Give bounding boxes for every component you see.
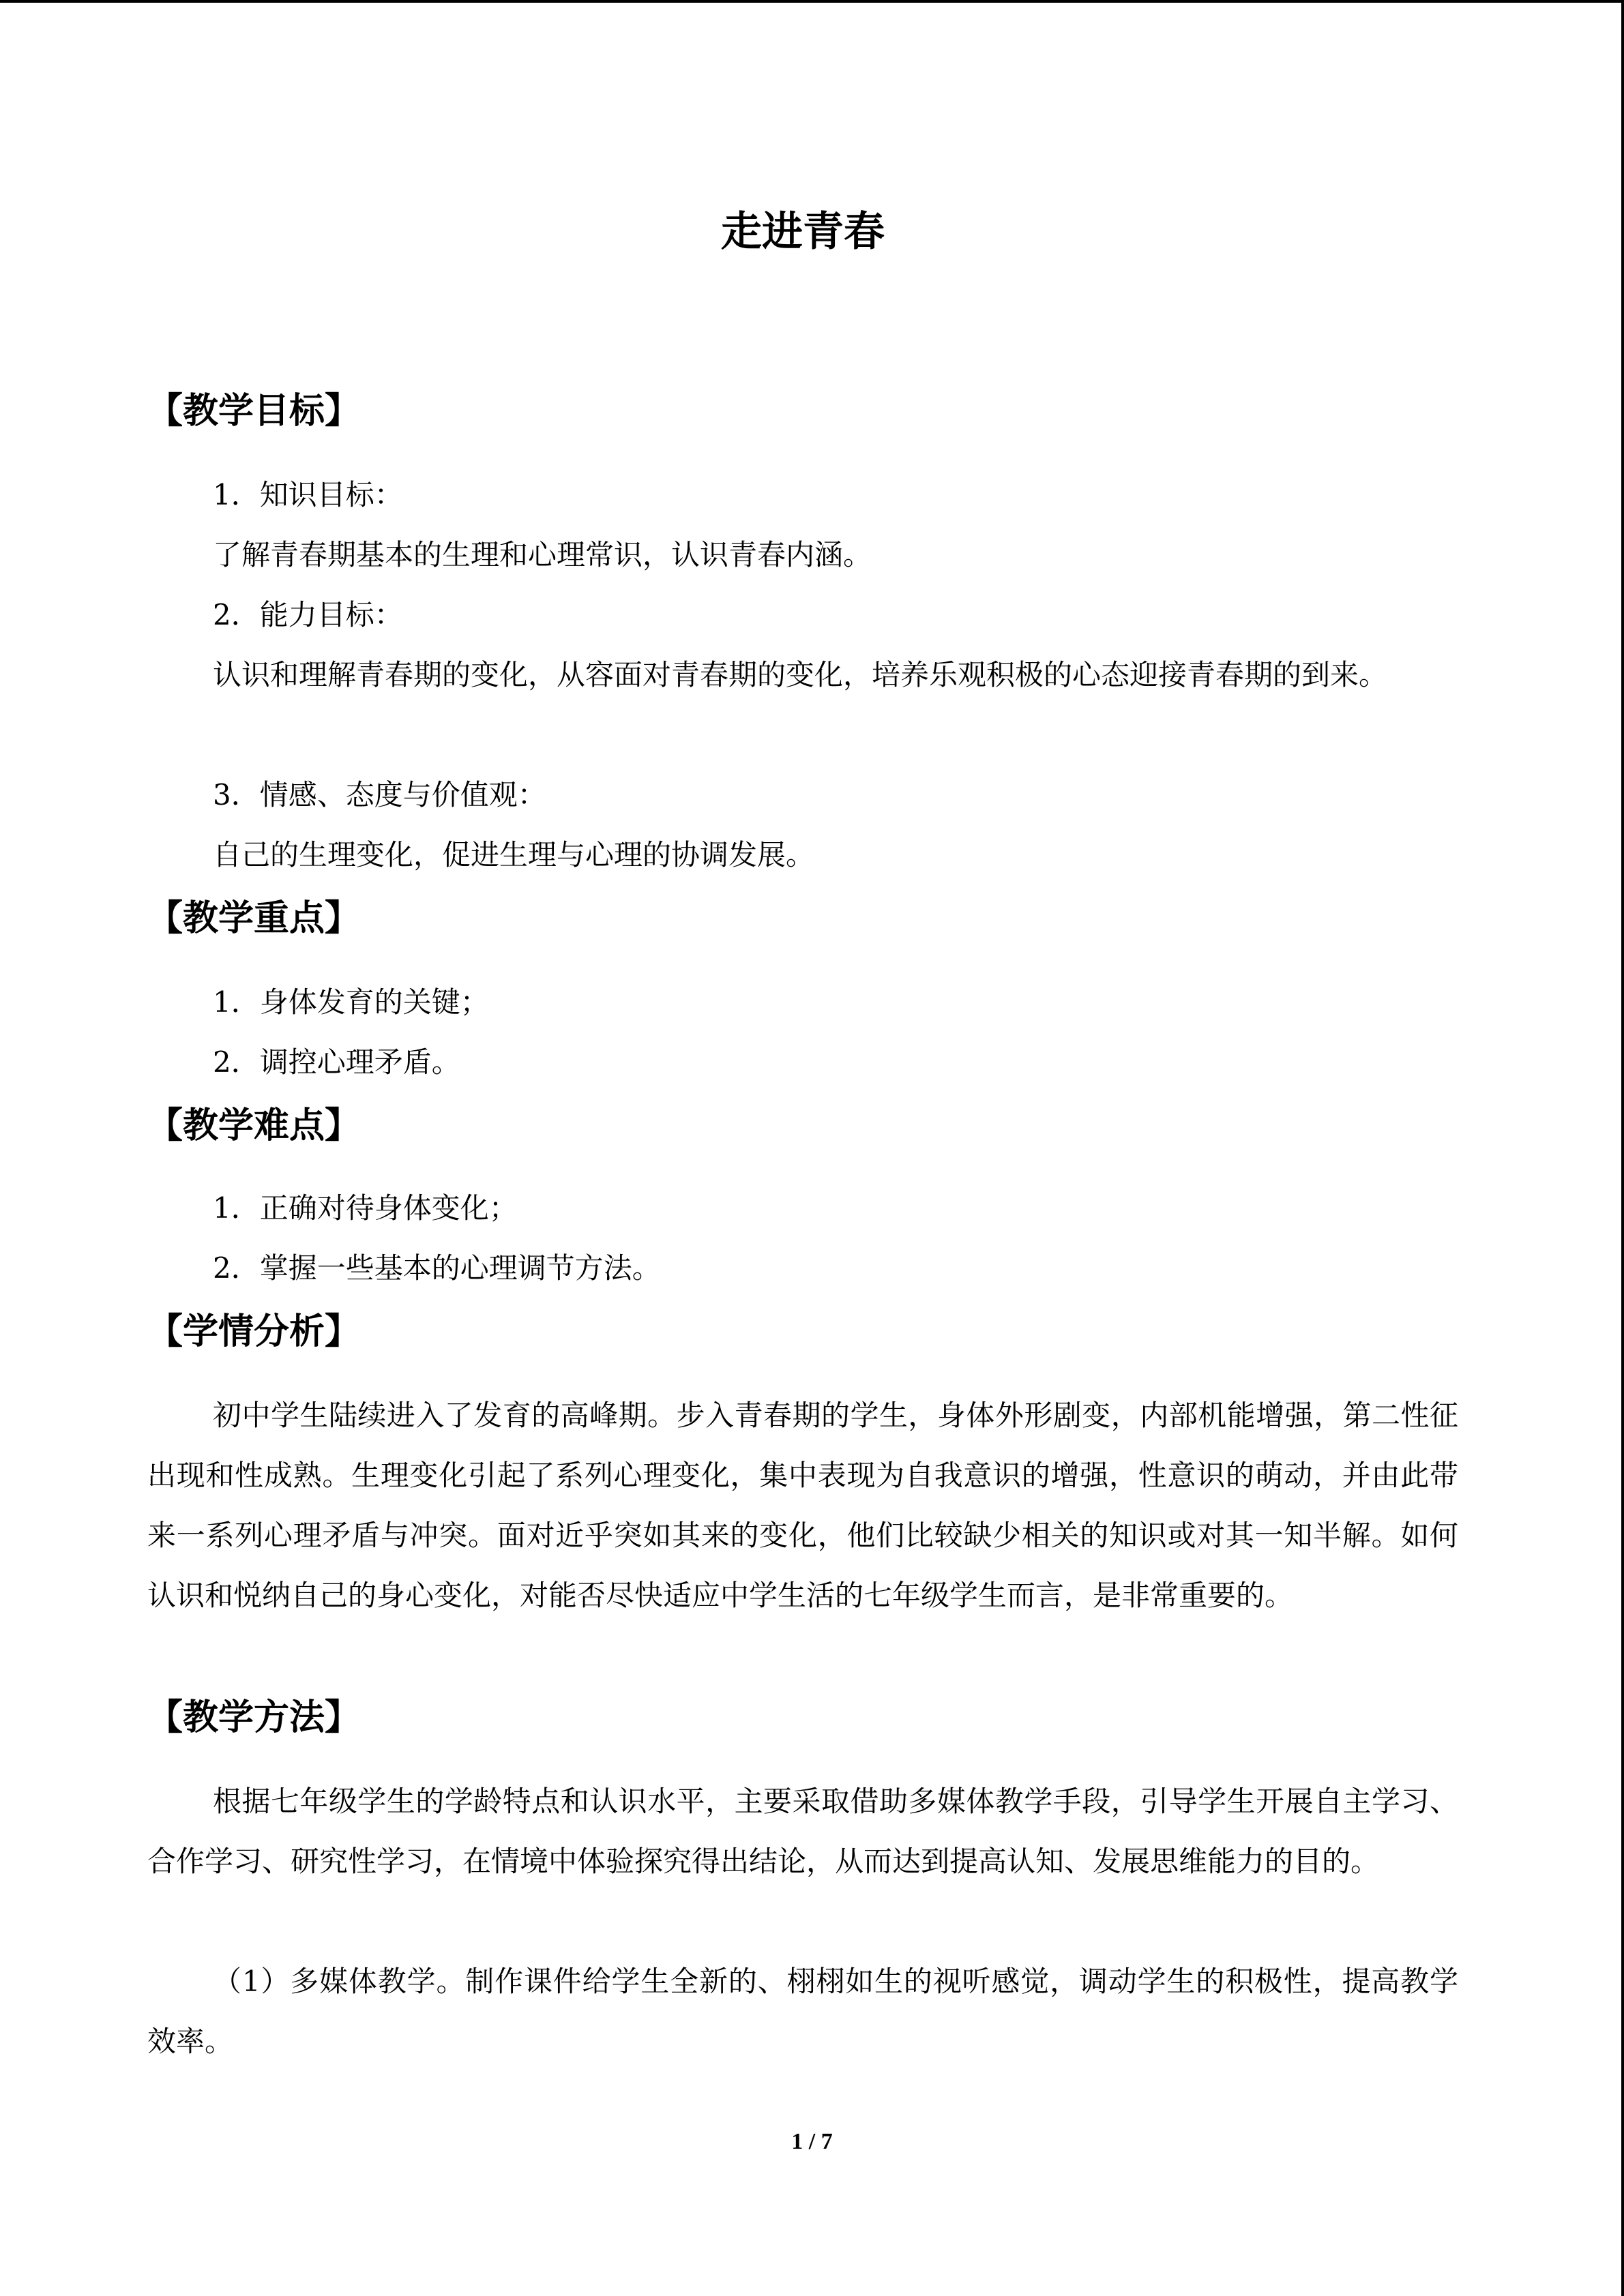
heading-key-points: 【教学重点】	[147, 898, 361, 939]
goal-knowledge-text: 了解青春期基本的生理和心理常识，认识青春内涵。	[213, 538, 872, 571]
goal-knowledge-label: 1．知识目标：	[213, 478, 403, 511]
key-point-item: 2．调控心理矛盾。	[213, 1045, 460, 1079]
teaching-method-item-1: （1）多媒体教学。制作课件给学生全新的、栩栩如生的视听感觉，调动学生的积极性，提高教学效率。	[147, 1965, 1458, 2058]
teaching-methods-paragraph: 根据七年级学生的学龄特点和认识水平，主要采取借助多媒体教学手段，引导学生开展自主学习、合作学习、研究性学习，在情境中体验探究得出结论，从而达到提高认知、发展思维能力的目的。	[147, 1785, 1458, 1878]
document-title: 走进青春	[721, 208, 885, 256]
goal-emotion-text: 自己的生理变化，促进生理与心理的协调发展。	[213, 838, 815, 871]
page-number: 1 / 7	[791, 2129, 833, 2154]
heading-difficulties: 【教学难点】	[147, 1105, 361, 1146]
goal-ability-text: 认识和理解青春期的变化，从容面对青春期的变化，培养乐观积极的心态迎接青春期的到来。	[213, 658, 1388, 691]
heading-teaching-methods: 【教学方法】	[147, 1697, 361, 1738]
key-point-item: 1．身体发育的关键；	[213, 985, 489, 1019]
student-analysis-paragraph: 初中学生陆续进入了发育的高峰期。步入青春期的学生，身体外形剧变，内部机能增强，第二性征出现和性成熟。生理变化引起了系列心理变化，集中表现为自我意识的增强，性意识的萌动，并由此带来一系列心理矛盾与冲突。面对近乎突如其来的变化，他们比较缺少相关的知识或对其一知半解。如何认识和悦纳自己的身心变化，对能否尽快适应中学生活的七年级学生而言，是非常重要的。	[147, 1399, 1458, 1612]
difficulty-item: 1．正确对待身体变化；	[213, 1191, 518, 1225]
difficulty-item: 2．掌握一些基本的心理调节方法。	[213, 1251, 661, 1285]
page-border-top	[0, 0, 1624, 3]
goal-emotion-label: 3．情感、态度与价值观：	[213, 778, 546, 811]
heading-student-analysis: 【学情分析】	[147, 1311, 361, 1352]
goal-ability-label: 2．能力目标：	[213, 598, 403, 631]
page-border-right	[1621, 0, 1624, 2296]
heading-teaching-goals: 【教学目标】	[147, 391, 361, 432]
